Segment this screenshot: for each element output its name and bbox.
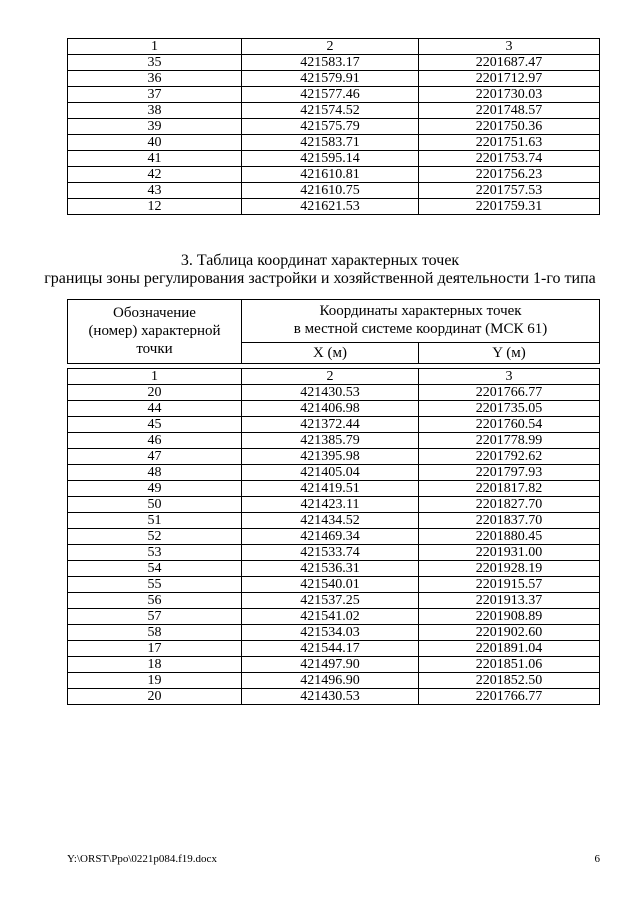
section-title-line-1: 3. Таблица координат характерных точек <box>180 252 460 269</box>
point-number-cell: 19 <box>68 673 242 689</box>
point-number-cell: 52 <box>68 529 242 545</box>
point-number-cell: 45 <box>68 417 242 433</box>
x-coordinate-cell: 421497.90 <box>242 657 419 673</box>
y-coordinate-cell: 2201750.36 <box>419 119 600 135</box>
x-coordinate-cell: 421621.53 <box>242 199 419 215</box>
y-coordinate-cell: 2201759.31 <box>419 199 600 215</box>
table-row <box>68 385 600 401</box>
document-path: Y:\ORST\Ppo\0221p084.f19.docx <box>67 853 217 865</box>
x-coordinate-cell: 421423.11 <box>242 497 419 513</box>
y-coordinate-cell: 2201817.82 <box>419 481 600 497</box>
point-number-cell: 58 <box>68 625 242 641</box>
point-number-cell: 44 <box>68 401 242 417</box>
point-number-cell: 57 <box>68 609 242 625</box>
table-row <box>68 577 600 593</box>
x-coordinate-cell: 421595.14 <box>242 151 419 167</box>
y-coordinate-cell: 2201756.23 <box>419 167 600 183</box>
header-coordinates-line-1: Координаты характерных точек <box>319 303 522 319</box>
table-row <box>68 135 600 151</box>
x-coordinate-cell: 421574.52 <box>242 103 419 119</box>
column-number-row <box>68 39 600 55</box>
header-point-designation: Обозначение (номер) характерной точки <box>68 300 242 364</box>
table-row <box>68 465 600 481</box>
y-coordinate-cell: 2201778.99 <box>419 433 600 449</box>
x-coordinate-cell: 421430.53 <box>242 385 419 401</box>
table-row <box>68 167 600 183</box>
point-number-cell: 50 <box>68 497 242 513</box>
y-coordinate-cell: 2201851.06 <box>419 657 600 673</box>
y-coordinate-cell: 2201928.19 <box>419 561 600 577</box>
y-coordinate-cell: 2201891.04 <box>419 641 600 657</box>
col-number-3: 3 <box>419 369 600 385</box>
table-row <box>68 657 600 673</box>
coordinates-table-zone <box>67 368 600 705</box>
header-coordinates-line-2: в местной системе координат (МСК 61) <box>293 321 548 337</box>
table-row <box>68 103 600 119</box>
point-number-cell: 42 <box>68 167 242 183</box>
table-row <box>68 119 600 135</box>
table-row <box>68 497 600 513</box>
y-coordinate-cell: 2201760.54 <box>419 417 600 433</box>
section-title-line-2: границы зоны регулирования застройки и хозяйственной деятельности 1-го типа <box>44 270 596 287</box>
y-coordinate-cell: 2201730.03 <box>419 87 600 103</box>
x-coordinate-cell: 421533.74 <box>242 545 419 561</box>
x-coordinate-cell: 421496.90 <box>242 673 419 689</box>
point-number-cell: 35 <box>68 55 242 71</box>
point-number-cell: 47 <box>68 449 242 465</box>
col-number-3: 3 <box>419 39 600 55</box>
y-coordinate-cell: 2201915.57 <box>419 577 600 593</box>
table-row <box>68 689 600 705</box>
coordinates-table-continued <box>67 38 600 215</box>
table-row <box>68 433 600 449</box>
point-number-cell: 56 <box>68 593 242 609</box>
table-row <box>68 183 600 199</box>
point-number-cell: 48 <box>68 465 242 481</box>
point-number-cell: 12 <box>68 199 242 215</box>
point-number-cell: 38 <box>68 103 242 119</box>
col-number-2: 2 <box>242 369 419 385</box>
x-coordinate-cell: 421610.81 <box>242 167 419 183</box>
table-row <box>68 417 600 433</box>
y-coordinate-cell: 2201757.53 <box>419 183 600 199</box>
x-coordinate-cell: 421430.53 <box>242 689 419 705</box>
table-row <box>68 593 600 609</box>
y-coordinate-cell: 2201735.05 <box>419 401 600 417</box>
x-coordinate-cell: 421579.91 <box>242 71 419 87</box>
table-row <box>68 529 600 545</box>
point-number-cell: 17 <box>68 641 242 657</box>
table-row <box>68 625 600 641</box>
point-number-cell: 39 <box>68 119 242 135</box>
point-number-cell: 20 <box>68 689 242 705</box>
x-coordinate-cell: 421541.02 <box>242 609 419 625</box>
y-coordinate-cell: 2201852.50 <box>419 673 600 689</box>
y-coordinate-cell: 2201913.37 <box>419 593 600 609</box>
y-coordinate-cell: 2201908.89 <box>419 609 600 625</box>
table-row <box>68 401 600 417</box>
table-row <box>68 449 600 465</box>
point-number-cell: 40 <box>68 135 242 151</box>
table-row <box>68 673 600 689</box>
x-coordinate-cell: 421434.52 <box>242 513 419 529</box>
y-coordinate-cell: 2201712.97 <box>419 71 600 87</box>
point-number-cell: 51 <box>68 513 242 529</box>
table-body <box>68 385 600 705</box>
col-number-1: 1 <box>68 39 242 55</box>
x-coordinate-cell: 421406.98 <box>242 401 419 417</box>
x-coordinate-cell: 421577.46 <box>242 87 419 103</box>
x-coordinate-cell: 421395.98 <box>242 449 419 465</box>
y-coordinate-cell: 2201931.00 <box>419 545 600 561</box>
x-coordinate-cell: 421575.79 <box>242 119 419 135</box>
table-row <box>68 55 600 71</box>
header-coordinates <box>242 300 600 343</box>
point-number-cell: 49 <box>68 481 242 497</box>
table-row <box>68 545 600 561</box>
x-coordinate-cell: 421610.75 <box>242 183 419 199</box>
y-coordinate-cell: 2201753.74 <box>419 151 600 167</box>
point-number-cell: 54 <box>68 561 242 577</box>
table-row <box>68 481 600 497</box>
table-body <box>68 55 600 215</box>
x-coordinate-cell: 421540.01 <box>242 577 419 593</box>
y-coordinate-cell: 2201880.45 <box>419 529 600 545</box>
y-coordinate-cell: 2201837.70 <box>419 513 600 529</box>
point-number-cell: 46 <box>68 433 242 449</box>
x-coordinate-cell: 421385.79 <box>242 433 419 449</box>
page-number: 6 <box>594 853 600 865</box>
x-coordinate-cell: 421583.71 <box>242 135 419 151</box>
col-number-1: 1 <box>68 369 242 385</box>
y-coordinate-cell: 2201751.63 <box>419 135 600 151</box>
y-coordinate-cell: 2201687.47 <box>419 55 600 71</box>
header-y: Y (м) <box>419 343 600 364</box>
x-coordinate-cell: 421544.17 <box>242 641 419 657</box>
point-number-cell: 36 <box>68 71 242 87</box>
x-coordinate-cell: 421405.04 <box>242 465 419 481</box>
x-coordinate-cell: 421419.51 <box>242 481 419 497</box>
table-row <box>68 513 600 529</box>
y-coordinate-cell: 2201827.70 <box>419 497 600 513</box>
y-coordinate-cell: 2201792.62 <box>419 449 600 465</box>
x-coordinate-cell: 421534.03 <box>242 625 419 641</box>
table-row <box>68 151 600 167</box>
table-row <box>68 609 600 625</box>
point-number-cell: 43 <box>68 183 242 199</box>
col-number-2: 2 <box>242 39 419 55</box>
point-number-cell: 41 <box>68 151 242 167</box>
table-row <box>68 71 600 87</box>
x-coordinate-cell: 421537.25 <box>242 593 419 609</box>
x-coordinate-cell: 421372.44 <box>242 417 419 433</box>
point-number-cell: 20 <box>68 385 242 401</box>
x-coordinate-cell: 421583.17 <box>242 55 419 71</box>
y-coordinate-cell: 2201766.77 <box>419 689 600 705</box>
point-number-cell: 53 <box>68 545 242 561</box>
header-x: X (м) <box>242 343 419 364</box>
coordinates-table-header <box>67 299 600 364</box>
y-coordinate-cell: 2201797.93 <box>419 465 600 481</box>
table-row <box>68 641 600 657</box>
x-coordinate-cell: 421469.34 <box>242 529 419 545</box>
point-number-cell: 18 <box>68 657 242 673</box>
y-coordinate-cell: 2201748.57 <box>419 103 600 119</box>
point-number-cell: 37 <box>68 87 242 103</box>
table-row <box>68 561 600 577</box>
y-coordinate-cell: 2201902.60 <box>419 625 600 641</box>
point-number-cell: 55 <box>68 577 242 593</box>
column-number-row <box>68 369 600 385</box>
table-row <box>68 87 600 103</box>
table-row <box>68 199 600 215</box>
x-coordinate-cell: 421536.31 <box>242 561 419 577</box>
y-coordinate-cell: 2201766.77 <box>419 385 600 401</box>
